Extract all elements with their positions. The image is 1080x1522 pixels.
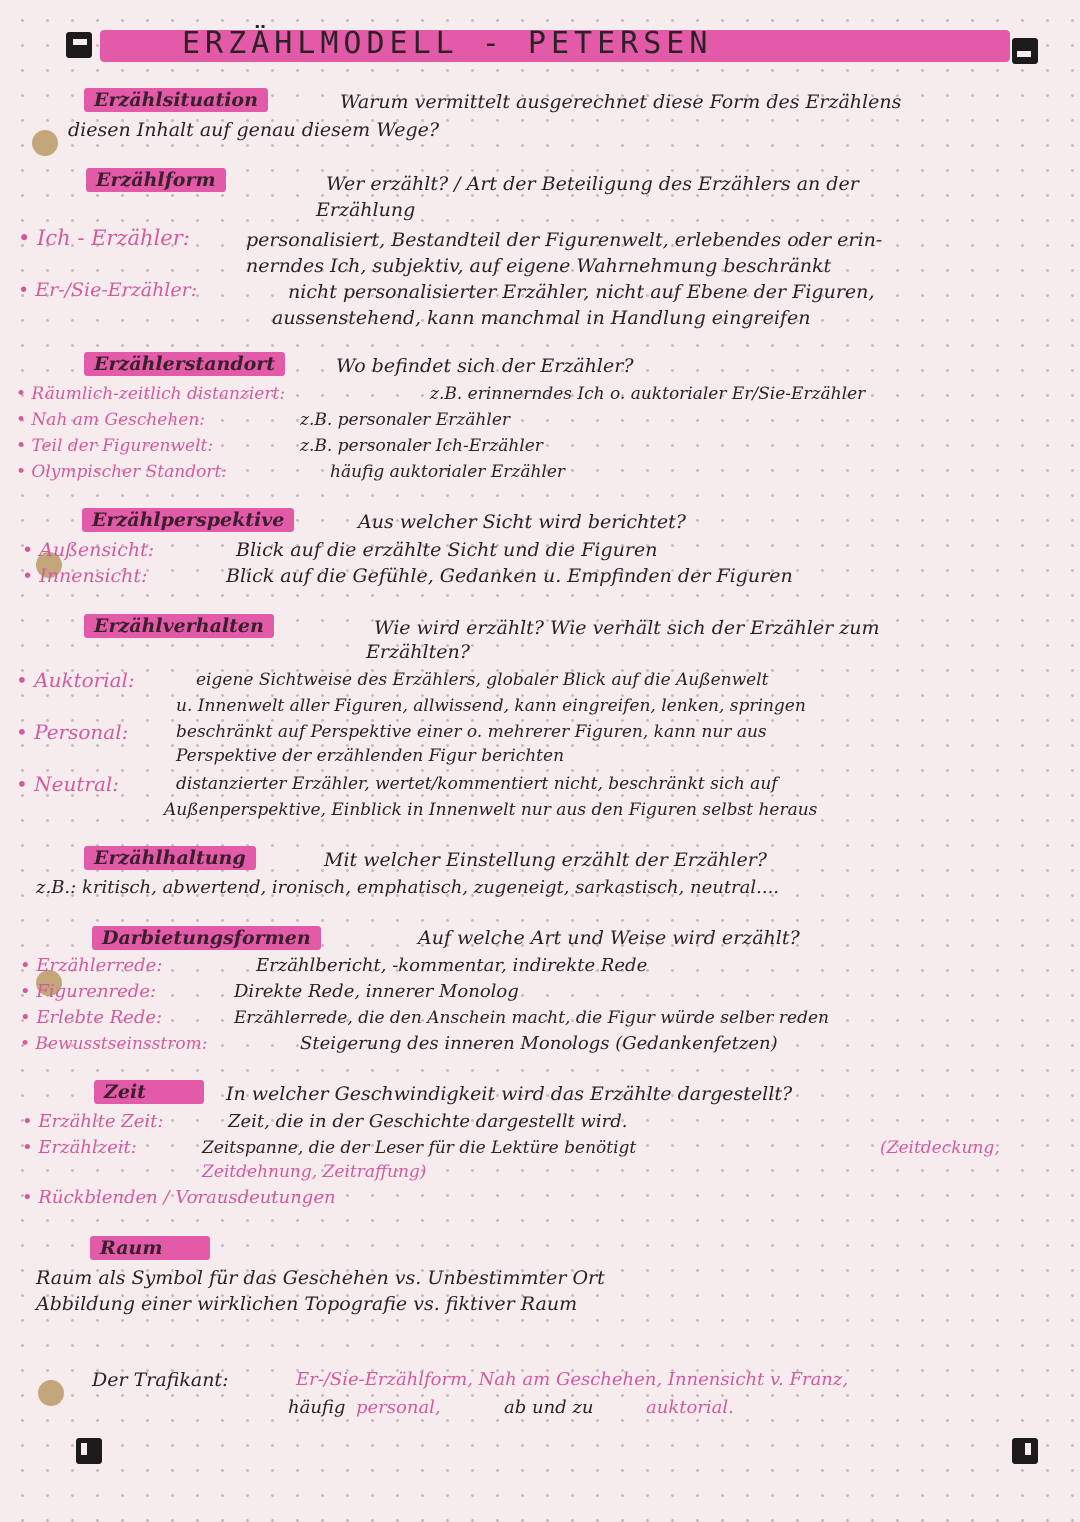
standort-value-1: z.B. erinnerndes Ich o. auktorialer Er/Sie-Erzähler xyxy=(430,384,866,404)
zeit-value-2: Zeitspanne, die der Leser für die Lektüre benötigt xyxy=(202,1138,637,1158)
heading-erzaehlverhalten: Erzählverhalten xyxy=(84,614,274,638)
perspektive-label-2: • Innensicht: xyxy=(22,565,148,587)
verhalten-label-neutral: • Neutral: xyxy=(16,772,120,796)
darbietung-label-4: • Bewusstseinsstrom: xyxy=(20,1034,208,1054)
verhalten-label-auktorial: • Auktorial: xyxy=(16,668,135,692)
zeit-value-2-paren: (Zeitdeckung, xyxy=(880,1138,1000,1158)
standort-label-2: • Nah am Geschehen: xyxy=(16,410,206,430)
verhalten-auktorial-2: u. Innenwelt aller Figuren, allwissend, kann eingreifen, lenken, springen xyxy=(176,696,806,716)
verhalten-auktorial-1: eigene Sichtweise des Erzählers, globaler Blick auf die Außenwelt xyxy=(196,670,769,690)
zeit-question: In welcher Geschwindigkeit wird das Erzählte dargestellt? xyxy=(226,1083,793,1105)
standort-question: Wo befindet sich der Erzähler? xyxy=(336,355,634,377)
verhalten-neutral-1: distanzierter Erzähler, wertet/kommentiert nicht, beschränkt sich auf xyxy=(176,774,778,794)
situation-question-2: diesen Inhalt auf genau diesem Wege? xyxy=(68,119,440,141)
corner-marker-bottom-left xyxy=(76,1438,102,1464)
verhalten-neutral-2: Außenperspektive, Einblick in Innenwelt nur aus den Figuren selbst heraus xyxy=(164,800,818,820)
haltung-question: Mit welcher Einstellung erzählt der Erzähler? xyxy=(324,849,767,871)
er-erzaehler-text-1: nicht personalisierter Erzähler, nicht auf Ebene der Figuren, xyxy=(288,281,875,303)
perspektive-label-1: • Außensicht: xyxy=(22,539,155,561)
heading-erzaehlperspektive: Erzählperspektive xyxy=(82,508,294,532)
verhalten-question-1: Wie wird erzählt? Wie verhält sich der Erzähler zum xyxy=(374,617,880,639)
haltung-examples: z.B.: kritisch, abwertend, ironisch, emphatisch, zugeneigt, sarkastisch, neutral.... xyxy=(36,877,780,898)
corner-marker-bottom-right xyxy=(1012,1438,1038,1464)
form-question-2: Erzählung xyxy=(316,199,416,221)
zeit-label-3: • Rückblenden / Vorausdeutungen xyxy=(22,1187,336,1208)
verhalten-personal-1: beschränkt auf Perspektive einer o. mehrerer Figuren, kann nur aus xyxy=(176,722,767,742)
darbietung-value-1: Erzählbericht, -kommentar, indirekte Rede xyxy=(256,955,648,976)
punch-hole xyxy=(38,1380,64,1406)
corner-marker-top-left xyxy=(66,32,92,58)
zeit-label-1: • Erzählte Zeit: xyxy=(22,1111,164,1132)
heading-raum: Raum xyxy=(90,1236,210,1260)
darbietung-label-1: • Erzählerrede: xyxy=(20,955,163,976)
page-title-highlight xyxy=(100,26,1010,62)
darbietung-value-3: Erzählerrede, die den Anschein macht, die Figur würde selber reden xyxy=(234,1008,829,1028)
trafikant-value-1: Er-/Sie-Erzählform, Nah am Geschehen, Innensicht v. Franz, xyxy=(296,1369,849,1390)
form-question-1: Wer erzählt? / Art der Beteiligung des Erzählers an der xyxy=(326,173,859,195)
heading-erzaehlhaltung: Erzählhaltung xyxy=(84,846,256,870)
zeit-label-2: • Erzählzeit: xyxy=(22,1137,137,1158)
darbietung-question: Auf welche Art und Weise wird erzählt? xyxy=(418,927,800,949)
darbietung-label-3: • Erlebte Rede: xyxy=(20,1007,163,1028)
trafikant-value-2d: auktorial. xyxy=(646,1397,734,1418)
er-erzaehler-label: • Er-/Sie-Erzähler: xyxy=(18,279,198,301)
ich-erzaehler-label: • Ich - Erzähler: xyxy=(18,226,190,250)
er-erzaehler-text-2: aussenstehend, kann manchmal in Handlung eingreifen xyxy=(272,307,811,329)
standort-value-3: z.B. personaler Ich-Erzähler xyxy=(300,436,543,456)
corner-marker-top-right xyxy=(1012,38,1038,64)
heading-erzaehlerstandort: Erzählerstandort xyxy=(84,352,285,376)
darbietung-value-2: Direkte Rede, innerer Monolog xyxy=(234,981,519,1002)
ich-erzaehler-text-1: personalisiert, Bestandteil der Figurenwelt, erlebendes oder erin- xyxy=(246,229,883,251)
trafikant-value-2a: häufig xyxy=(288,1397,346,1418)
heading-darbietungsformen: Darbietungsformen xyxy=(92,926,321,950)
verhalten-personal-2: Perspektive der erzählenden Figur berichten xyxy=(176,746,565,766)
standort-value-4: häufig auktorialer Erzähler xyxy=(330,462,566,482)
page-title: ERZÄHLMODELL - PETERSEN xyxy=(182,26,713,61)
verhalten-label-personal: • Personal: xyxy=(16,720,129,744)
situation-question-1: Warum vermittelt ausgerechnet diese Form des Erzählens xyxy=(340,91,902,113)
perspektive-question: Aus welcher Sicht wird berichtet? xyxy=(358,511,686,533)
perspektive-value-2: Blick auf die Gefühle, Gedanken u. Empfinden der Figuren xyxy=(226,565,793,587)
trafikant-label: Der Trafikant: xyxy=(92,1369,229,1391)
trafikant-value-2c: ab und zu xyxy=(504,1397,594,1418)
heading-erzaehlform: Erzählform xyxy=(86,168,226,192)
perspektive-value-1: Blick auf die erzählte Sicht und die Figuren xyxy=(236,539,658,561)
zeit-value-1: Zeit, die in der Geschichte dargestellt wird. xyxy=(228,1111,628,1132)
standort-label-1: • Räumlich-zeitlich distanziert: xyxy=(16,384,286,404)
standort-label-4: • Olympischer Standort: xyxy=(16,462,227,482)
zeit-value-2-cont: Zeitdehnung, Zeitraffung) xyxy=(202,1162,427,1182)
ich-erzaehler-text-2: nerndes Ich, subjektiv, auf eigene Wahrnehmung beschränkt xyxy=(246,255,832,277)
standort-label-3: • Teil der Figurenwelt: xyxy=(16,436,214,456)
verhalten-question-2: Erzählten? xyxy=(366,641,470,663)
heading-erzaehlsituation: Erzählsituation xyxy=(84,88,268,112)
darbietung-value-4: Steigerung des inneren Monologs (Gedankenfetzen) xyxy=(300,1033,778,1054)
darbietung-label-2: • Figurenrede: xyxy=(20,981,157,1002)
trafikant-value-2b: personal, xyxy=(356,1397,441,1418)
heading-zeit: Zeit xyxy=(94,1080,204,1104)
standort-value-2: z.B. personaler Erzähler xyxy=(300,410,511,430)
raum-value-1: Raum als Symbol für das Geschehen vs. Unbestimmter Ort xyxy=(36,1267,605,1289)
raum-value-2: Abbildung einer wirklichen Topografie vs. fiktiver Raum xyxy=(36,1293,578,1315)
punch-hole xyxy=(32,130,58,156)
